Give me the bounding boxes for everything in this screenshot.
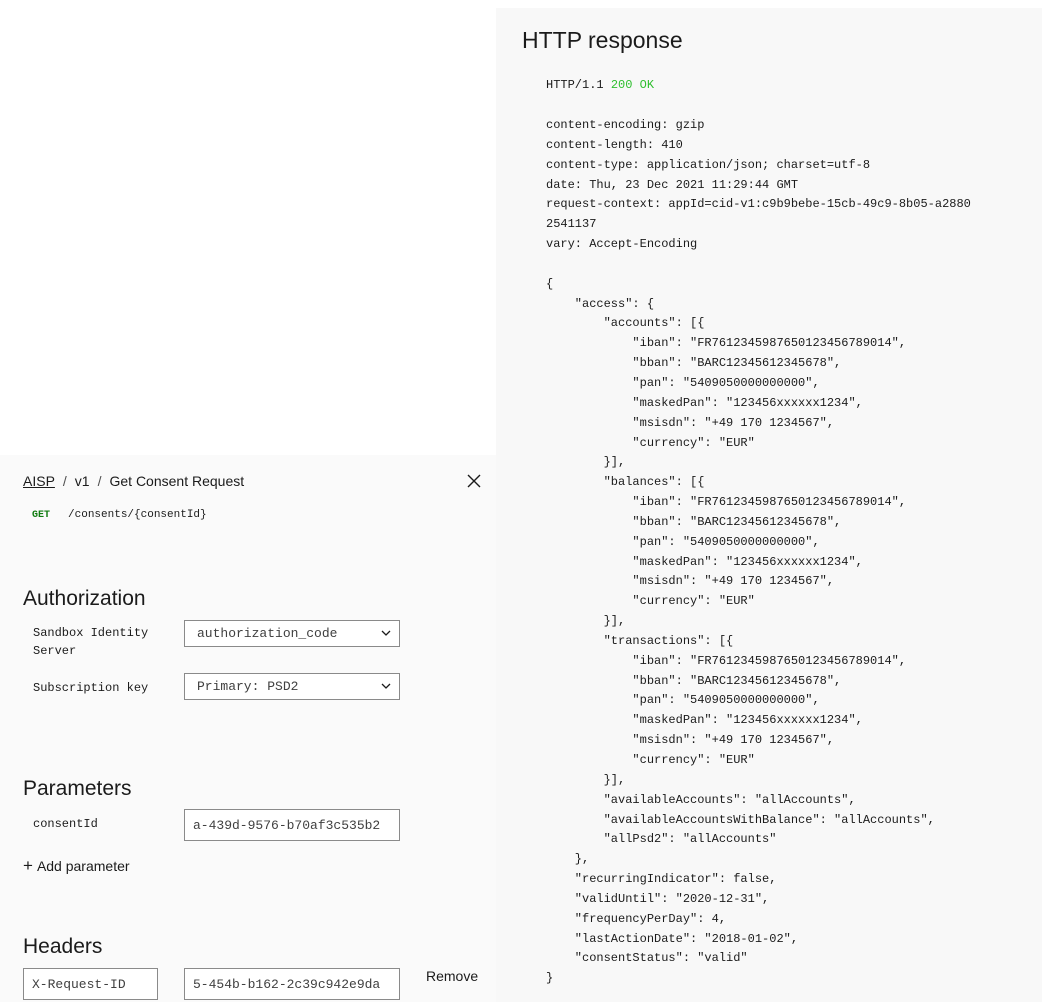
endpoint-path: /consents/{consentId} (68, 509, 207, 521)
response-panel (496, 8, 1042, 1002)
chevron-down-icon (381, 628, 391, 638)
close-button[interactable] (466, 473, 482, 489)
authorization-title: Authorization (23, 587, 146, 610)
subscription-key-label: Subscription key (33, 681, 149, 695)
response-status-code: 200 OK (610, 78, 655, 92)
subscription-key-select[interactable] (184, 673, 400, 700)
plus-icon: + (23, 856, 33, 875)
remove-header-button[interactable]: Remove (426, 968, 479, 984)
headers-title: Headers (23, 935, 103, 958)
parameters-title: Parameters (23, 777, 132, 800)
response-protocol: HTTP/1.1 (546, 78, 604, 92)
response-status-line (546, 78, 654, 92)
add-parameter-button[interactable] (23, 856, 130, 876)
identity-server-value: authorization_code (197, 626, 338, 641)
response-body: content-encoding: gzip content-length: 410 content-type: application/json; charset=utf-8 date: Thu, 23 Dec 2021 11:29:44 GMT request-context: appId=cid-v1:c9b9bebe-15cb-49c9-8b05-a2880 2541137 vary: Accept-Encoding { "access": { "accounts": [{ "iban": "FR7612345987650123456789014", "bban": "BARC12345612345678", "pan": "5409050000000000", "maskedPan": "123456xxxxxx1234", "msisdn": "+49 170 1234567", "currency": "EUR" }], "balances": [{ "iban": "FR7612345987650123456789014", "bban": "BARC12345612345678", "pan": "5409050000000000", "maskedPan": "123456xxxxxx1234", "msisdn": "+49 170 1234567", "currency": "EUR" }], "transactions": [{ "iban": "FR7612345987650123456789014", "bban": "BARC12345612345678", "pan": "5409050000000000", "maskedPan": "123456xxxxxx1234", "msisdn": "+49 170 1234567", "currency": "EUR" }], "availableAccounts": "allAccounts", "availableAccountsWithBalance": "allAccounts", "allPsd2": "allAccounts" }, "recurringIndicator": false, "validUntil": "2020-12-31", "frequencyPerDay": 4, "lastActionDate": "2018-01-02", "consentStatus": "valid" } (546, 118, 971, 986)
identity-server-label: Sandbox Identity Server (33, 626, 149, 658)
breadcrumb-version: v1 (74, 473, 90, 489)
subscription-key-value: Primary: PSD2 (197, 679, 299, 694)
close-icon (466, 473, 482, 489)
add-parameter-label: Add parameter (36, 858, 130, 874)
response-title: HTTP response (522, 27, 683, 53)
consent-id-input[interactable]: a-439d-9576-b70af3c535b2 (184, 809, 400, 841)
http-method-badge: GET (32, 509, 51, 521)
breadcrumb-link-aisp[interactable]: AISP (23, 473, 55, 489)
chevron-down-icon (381, 681, 391, 691)
breadcrumb (23, 473, 244, 489)
breadcrumb-separator: / (97, 473, 102, 489)
breadcrumb-current: Get Consent Request (109, 473, 245, 489)
endpoint-line (32, 509, 207, 521)
header-name-input[interactable]: X-Request-ID (23, 968, 158, 1000)
identity-server-select[interactable] (184, 620, 400, 647)
header-value-input[interactable]: 5-454b-b162-2c39c942e9da (184, 968, 400, 1000)
consent-id-label: consentId (33, 817, 98, 831)
request-panel (0, 455, 496, 1002)
breadcrumb-separator: / (62, 473, 67, 489)
